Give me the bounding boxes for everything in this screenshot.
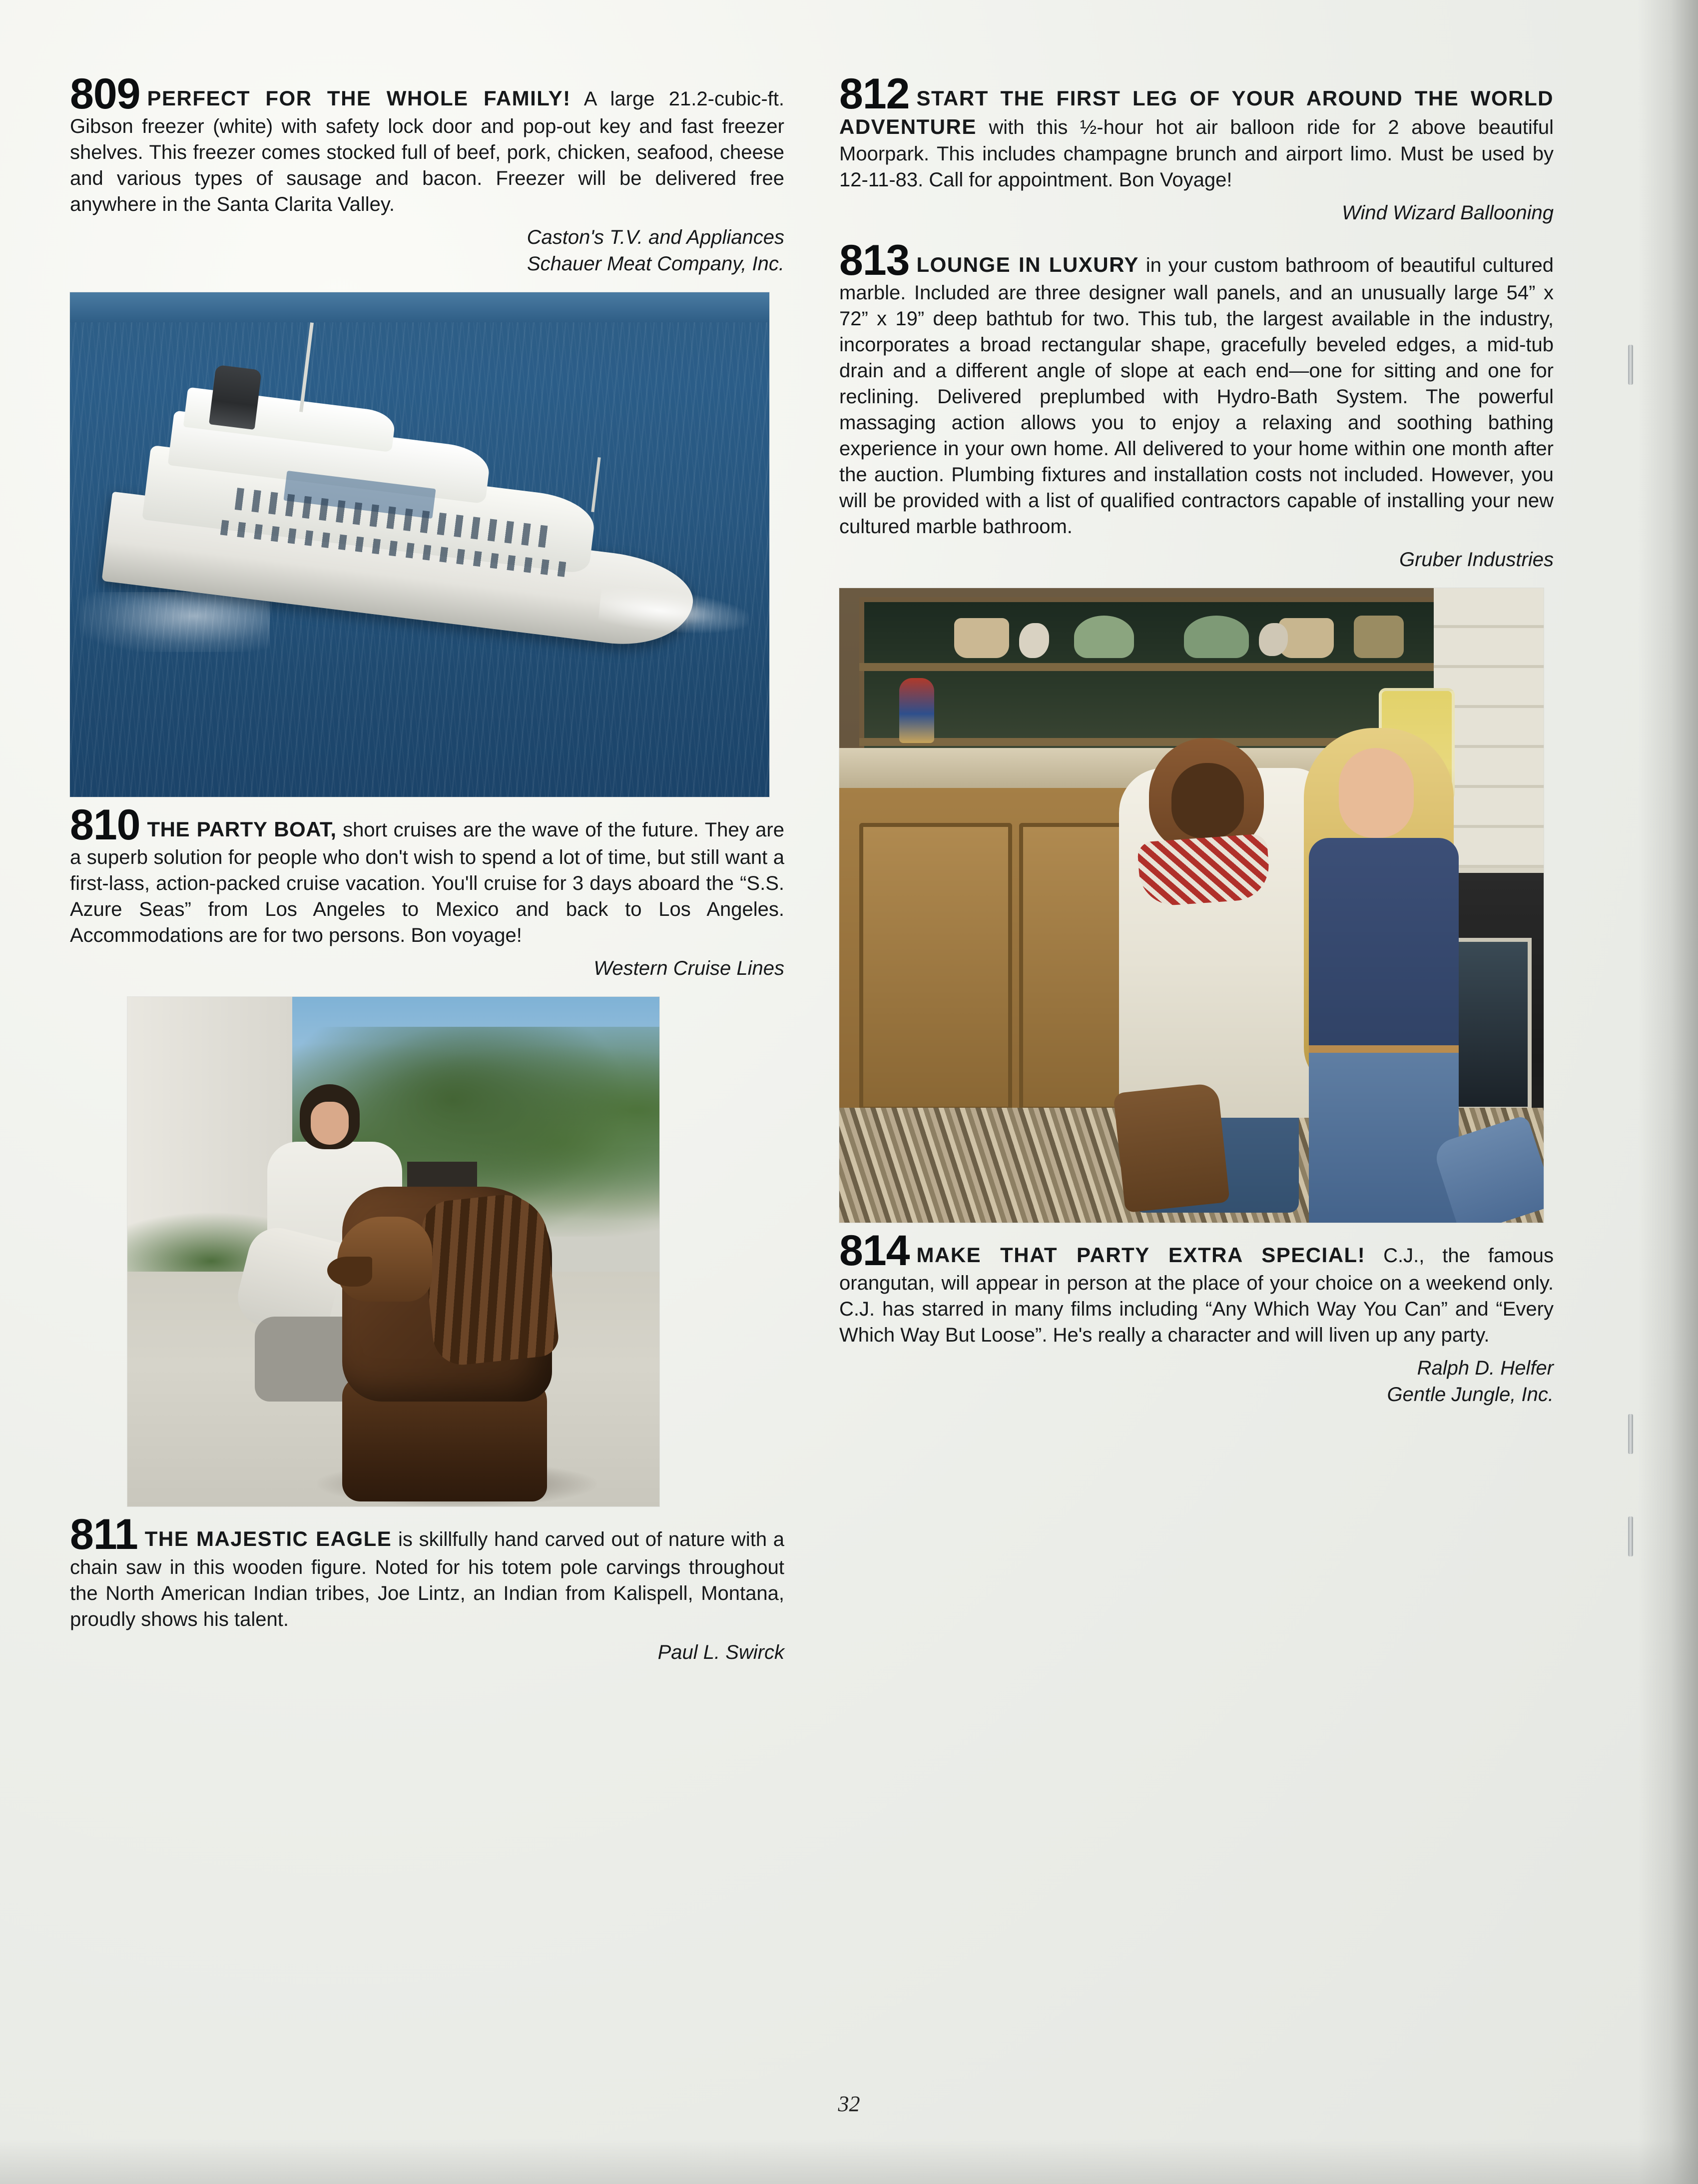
lot-number-810: 810 (70, 800, 140, 849)
lot-812-donor-1: Wind Wizard Ballooning (1342, 201, 1554, 224)
lot-entry-810 (70, 800, 784, 982)
lot-811-donors (70, 1639, 784, 1666)
bird-figurine-2 (1259, 623, 1288, 656)
lot-812-headline: START THE FIRST LEG OF YOUR AROUND THE WORLD ADVENTURE (839, 86, 1554, 139)
lot-entry-809 (70, 70, 785, 277)
lot-813-body: in your custom bathroom of beautiful cultured marble. Included are three designer wall panels, and an unusually large 54” x 72” x 19” deep bathtub for two. This tub, the largest available in the industry, incorporates a broad rectangular shape, gracefully beveled edges, a mid-tub drain and a different angle of slope at each end—one for sitting and one for reclining. Delivered preplumbed with Hydro-Bath System. The powerful massaging action allows you to enjoy a relaxing and soothing bathing experience in your own home. All delivered to your home within one month after the auction. Plumbing fixtures and installation costs not included. However, you will be provided with a list of qualified contractors capable of installing your new cultured marble bathroom. (839, 254, 1554, 538)
lot-811-text (70, 1510, 785, 1632)
lot-entry-813 (839, 236, 1554, 573)
cruise-ship-photo (70, 292, 769, 797)
orangutan-bandana (1137, 833, 1271, 907)
lot-812-text (839, 70, 1554, 193)
lot-810-body: short cruises are the wave of the future. They are a superb solution for people who don't wish to spend a lot of time, but still want a first-lass, action-packed cruise vacation. You'll cruise for 3 days aboard the “S.S. Azure Seas” from Los Angeles to Mexico and back to Los Angeles. Accommodations are for two persons. Bon voyage! (70, 818, 784, 947)
lot-number-814: 814 (839, 1226, 910, 1275)
horizon-line (70, 292, 769, 322)
orangutan-boot (1113, 1083, 1230, 1213)
carved-eagle-photo (127, 997, 659, 1506)
lot-812-body: with this ½-hour hot air balloon ride for 2 above beautiful Moorpark. This includes champagne brunch and airport limo. Must be used by 12-11-83. Call for appointment. Bon Voyage! (839, 116, 1554, 191)
carver-face (311, 1102, 349, 1145)
cabinet-door-left (859, 823, 1012, 1111)
page-number: 32 (838, 2092, 860, 2116)
lot-entry-812 (839, 70, 1554, 226)
lot-810-text (70, 800, 784, 948)
basket-1 (954, 618, 1009, 658)
ship-funnel (209, 365, 262, 430)
right-column (839, 70, 1554, 1423)
orangutan-face (1171, 763, 1244, 838)
lot-entry-811 (70, 1510, 785, 1665)
lot-813-text (839, 236, 1554, 540)
lot-number-809: 809 (70, 70, 140, 118)
lot-814-donor-1: Ralph D. Helfer (1417, 1357, 1554, 1380)
lot-810-headline: THE PARTY BOAT, (147, 817, 337, 841)
toy-soldier-figurine (899, 678, 934, 743)
bird-figurine-1 (1019, 623, 1049, 658)
lot-number-812: 812 (839, 70, 910, 118)
woman-face (1339, 748, 1414, 838)
lot-814-text (839, 1226, 1554, 1348)
lot-813-donor-1: Gruber Industries (1399, 549, 1554, 571)
lot-809-donor-2: Schauer Meat Company, Inc. (527, 253, 784, 275)
orangutan-and-woman-photo (839, 588, 1544, 1223)
plant-pot-1 (1074, 616, 1134, 658)
lot-entry-814 (839, 1226, 1554, 1408)
lot-809-donors (70, 224, 784, 277)
stern-wake (80, 592, 270, 652)
lot-814-headline: MAKE THAT PARTY EXTRA SPECIAL! (916, 1243, 1366, 1267)
lot-809-headline: PERFECT FOR THE WHOLE FAMILY! (147, 86, 571, 110)
eagle-carving-wing (419, 1191, 560, 1368)
lot-812-donors (839, 200, 1554, 226)
woman-jeans (1309, 1053, 1459, 1223)
lot-813-headline: LOUNGE IN LUXURY (916, 252, 1139, 276)
lot-811-donor-1: Paul L. Swirck (657, 1641, 784, 1663)
lot-811-headline: THE MAJESTIC EAGLE (144, 1527, 392, 1551)
lot-809-body: A large 21.2-cubic-ft. Gibson freezer (white) with safety lock door and pop-out key and fast freezer shelves. This freezer comes stocked full of beef, pork, chicken, seafood, cheese and various types of sausage and bacon. Freezer will be delivered free anywhere in the Santa Clarita Valley. (70, 88, 785, 216)
kettle (1354, 616, 1404, 658)
lot-number-813: 813 (839, 236, 910, 284)
lot-809-donor-1: Caston's T.V. and Appliances (527, 226, 784, 249)
lot-810-donor-1: Western Cruise Lines (593, 957, 784, 980)
left-column (70, 70, 785, 1680)
lot-813-donors (839, 547, 1554, 573)
lot-814-body: C.J., the famous orangutan, will appear in person at the place of your choice on a weekend only. C.J. has starred in many films including “Any Which Way You Can” and “Every Which Way But Loose”. He's really a character and will liven up any party. (839, 1244, 1554, 1347)
lot-810-donors (70, 955, 784, 982)
lot-814-donors (839, 1355, 1554, 1408)
lot-809-text (70, 70, 785, 217)
woman-shirt (1309, 838, 1459, 1073)
lot-814-donor-2: Gentle Jungle, Inc. (1387, 1384, 1554, 1406)
plant-pot-2 (1184, 616, 1249, 658)
lot-number-811: 811 (70, 1510, 138, 1559)
lot-811-body: is skillfully hand carved out of nature with a chain saw in this wooden figure. Noted for his totem pole carvings throughout the North American Indian tribes, Joe Lintz, an Indian from Kalispell, Montana, proudly shows his talent. (70, 1528, 785, 1630)
shelf-upper (859, 663, 1434, 671)
